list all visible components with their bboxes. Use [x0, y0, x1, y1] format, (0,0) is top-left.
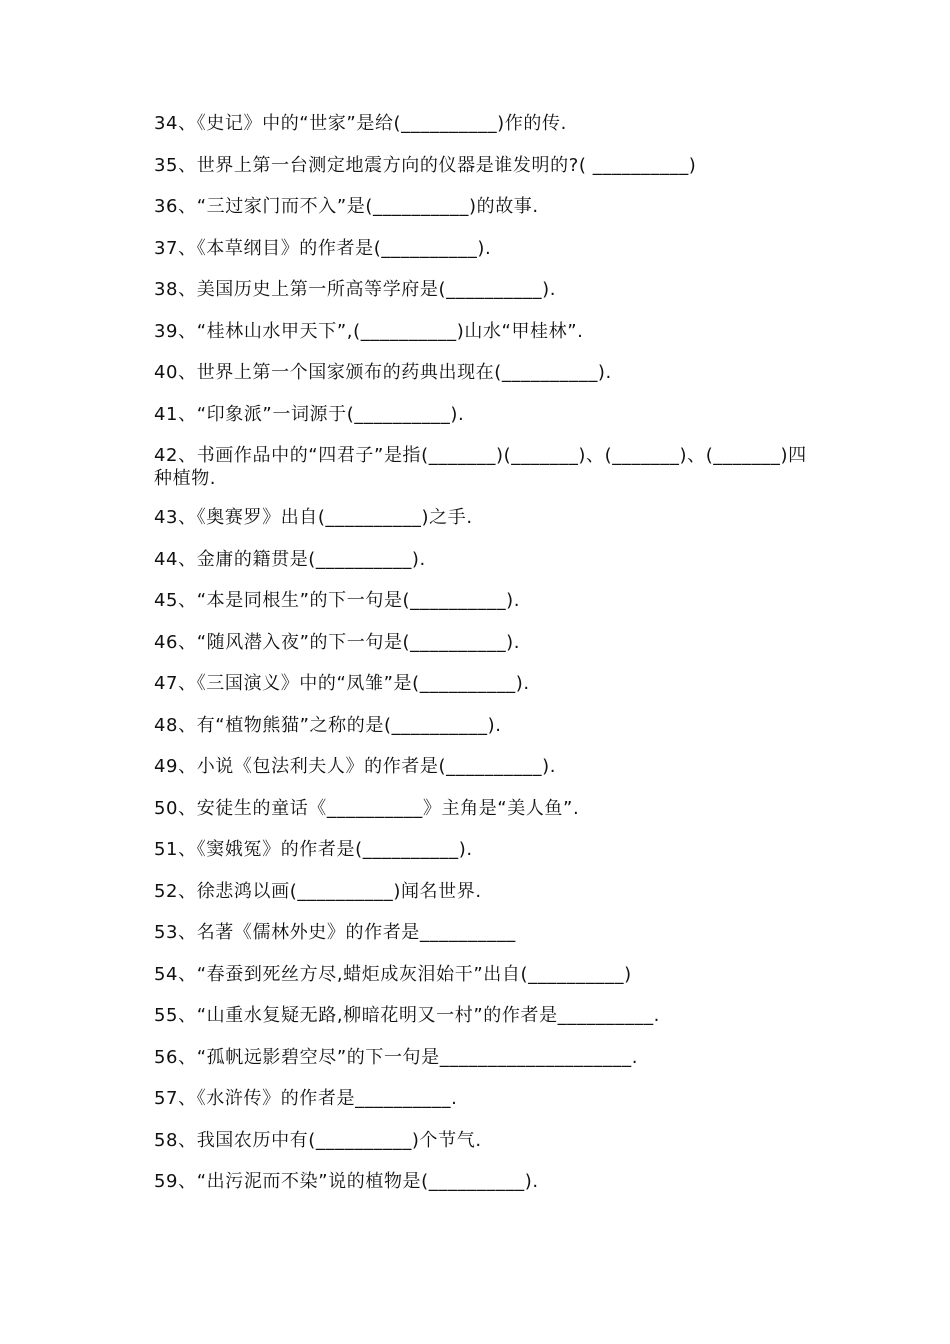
question-38: 38、美国历史上第一所高等学府是(__________). [154, 279, 557, 300]
question-55: 55、“山重水复疑无路,柳暗花明又一村”的作者是__________. [154, 1005, 660, 1026]
question-47: 47、《三国演义》中的“凤雏”是(__________). [154, 673, 530, 694]
question-59: 59、“出污泥而不染”说的植物是(__________). [154, 1171, 539, 1192]
question-56: 56、“孤帆远影碧空尽”的下一句是____________________. [154, 1046, 639, 1068]
question-53: 53、名著《儒林外史》的作者是__________ [154, 922, 516, 943]
question-43: 43、《奥赛罗》出自(__________)之手. [154, 507, 473, 528]
question-list [154, 112, 814, 1212]
question-40: 40、世界上第一个国家颁布的药典出现在(__________). [154, 362, 612, 383]
question-50: 50、安徒生的童话《__________》主角是“美人鱼”. [154, 797, 580, 819]
question-41: 41、“印象派”一词源于(__________). [154, 403, 465, 425]
question-44: 44、金庸的籍贯是(__________). [154, 548, 426, 570]
question-49: 49、小说《包法利夫人》的作者是(__________). [154, 756, 557, 777]
question-52: 52、徐悲鸿以画(__________)闻名世界. [154, 880, 482, 902]
question-57: 57、《水浒传》的作者是__________. [154, 1088, 458, 1109]
question-42: 42、书画作品中的“四君子”是指(_______)(_______)、(_______)、(_______)四种植物. [154, 445, 807, 489]
question-34: 34、《史记》中的“世家”是给(__________)作的传. [154, 113, 567, 134]
question-39: 39、“桂林山水甲天下”,(__________)山水“甲桂林”. [154, 320, 584, 342]
question-48: 48、有“植物熊猫”之称的是(__________). [154, 714, 502, 736]
question-51: 51、《窦娥冤》的作者是(__________). [154, 839, 473, 860]
question-36: 36、“三过家门而不入”是(__________)的故事. [154, 196, 539, 217]
question-54: 54、“春蚕到死丝方尽,蜡炬成灰泪始干”出自(__________) [154, 963, 632, 985]
question-35: 35、世界上第一台测定地震方向的仪器是谁发明的?( __________) [154, 154, 697, 176]
question-58: 58、我国农历中有(__________)个节气. [154, 1129, 482, 1151]
question-37: 37、《本草纲目》的作者是(__________). [154, 237, 492, 259]
question-46: 46、“随风潜入夜”的下一句是(__________). [154, 631, 521, 653]
question-45: 45、“本是同根生”的下一句是(__________). [154, 590, 521, 611]
